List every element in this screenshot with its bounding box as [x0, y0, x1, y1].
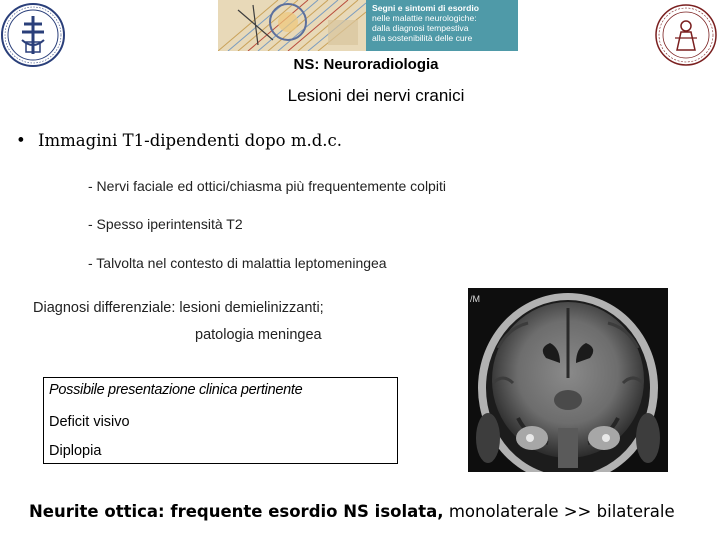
mri-coronal-image — [468, 288, 668, 472]
bullet-item — [16, 131, 342, 150]
banner-artwork — [218, 0, 366, 51]
clinical-box-heading: Possibile presentazione clinica pertinente — [49, 382, 303, 398]
clinical-box-item: Deficit visivo — [49, 414, 130, 430]
banner-text — [366, 0, 518, 51]
bullet-dot-icon: • — [16, 131, 26, 150]
banner-line: alla sostenibilità delle cure — [372, 33, 473, 43]
bullet-text: Immagini T1-dipendenti dopo m.d.c. — [38, 131, 343, 150]
mri-label: /M — [470, 294, 480, 304]
slide-title: Lesioni dei nervi cranici — [287, 86, 465, 105]
clinical-presentation-box — [43, 377, 398, 464]
clinical-box-item: Diplopia — [49, 443, 102, 459]
sub-item: - Talvolta nel contesto di malattia leptomeningea — [88, 255, 387, 271]
section-subtitle: NS: Neuroradiologia — [293, 56, 439, 73]
banner-line: dalla diagnosi tempestiva — [372, 23, 469, 33]
conference-banner — [218, 0, 518, 51]
sub-item: - Nervi faciale ed ottici/chiasma più frequentemente colpiti — [88, 178, 446, 194]
banner-line: nelle malattie neurologiche: — [372, 13, 477, 23]
footer-bold-text: Neurite ottica: frequente esordio NS isolata, — [29, 502, 444, 521]
differential-diagnosis-line: Diagnosi differenziale: lesioni demielinizzanti; — [33, 300, 324, 316]
banner-line: Segni e sintomi di esordio — [372, 3, 479, 13]
footer-normal-text: monolaterale >> bilaterale — [443, 502, 675, 521]
footer-note — [29, 502, 675, 521]
differential-diagnosis-line: patologia meningea — [195, 327, 322, 343]
sub-item: - Spesso iperintensità T2 — [88, 216, 243, 232]
